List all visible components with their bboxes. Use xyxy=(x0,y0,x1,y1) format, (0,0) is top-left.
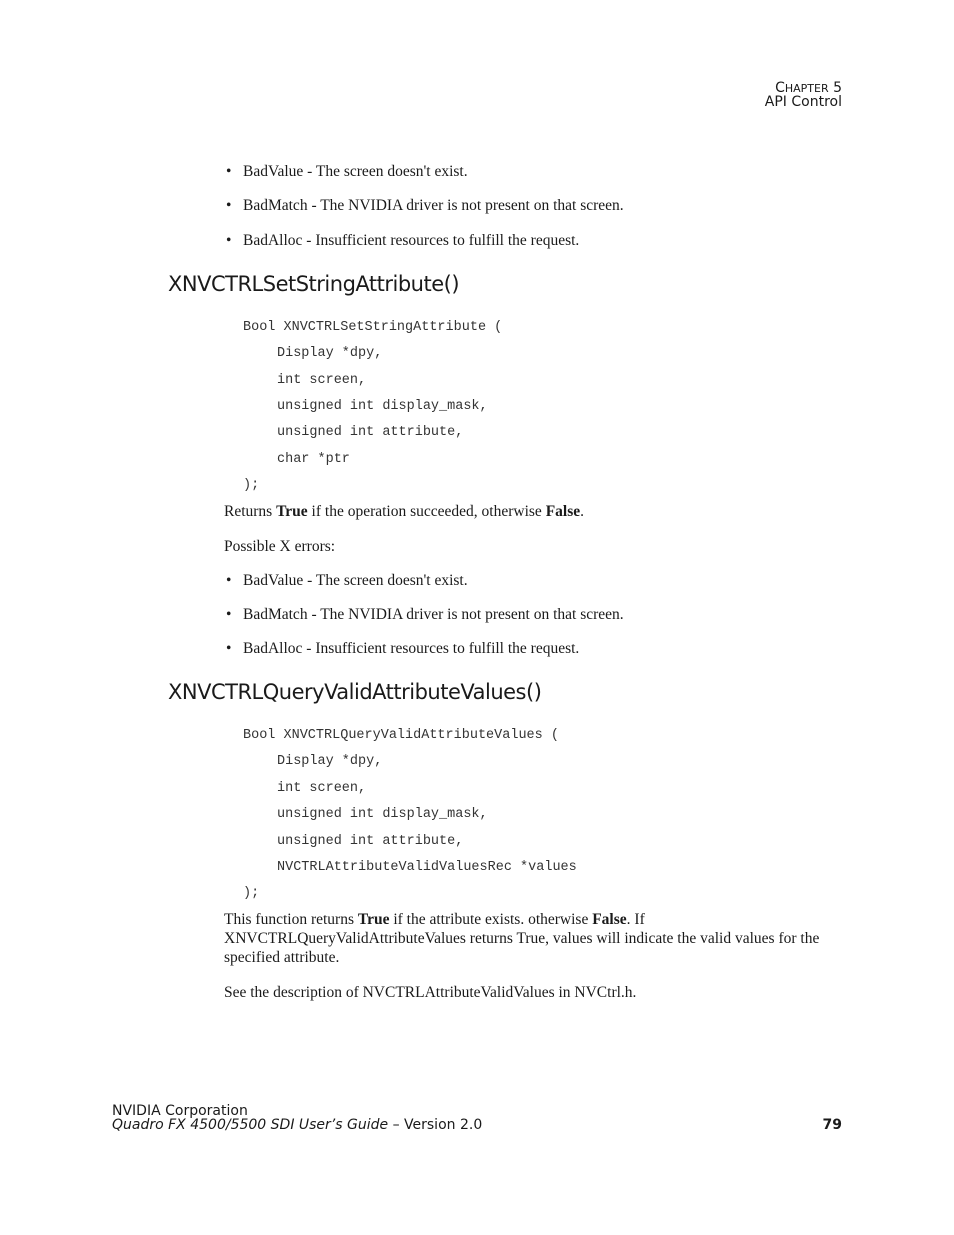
returns-text: Returns True if the operation succeeded, otherwise False. xyxy=(224,503,584,520)
code-line: unsigned int attribute, xyxy=(277,425,464,440)
list-item: • BadValue - The screen doesn't exist. xyxy=(226,572,468,589)
code-line: int screen, xyxy=(277,781,367,796)
function-heading: XNVCTRLQueryValidAttributeValues() xyxy=(168,680,542,704)
code-line: char *ptr xyxy=(277,452,350,467)
footer-guide-title: Quadro FX 4500/5500 SDI User’s Guide – Version 2.0 xyxy=(112,1117,483,1133)
list-item: • BadAlloc - Insufficient resources to fulfill the request. xyxy=(226,640,580,657)
code-line: Bool XNVCTRLQueryValidAttributeValues ( xyxy=(243,728,559,743)
see-also-text: See the description of NVCTRLAttributeValidValues in NVCtrl.h. xyxy=(224,984,637,1001)
list-item: • BadValue - The screen doesn't exist. xyxy=(226,163,468,180)
errors-intro: Possible X errors: xyxy=(224,538,336,555)
list-item: • BadMatch - The NVIDIA driver is not present on that screen. xyxy=(226,197,624,214)
section-label: API Control xyxy=(764,94,842,110)
code-line: unsigned int display_mask, xyxy=(277,399,488,414)
code-line: Display *dpy, xyxy=(277,754,383,769)
code-line: unsigned int display_mask, xyxy=(277,807,488,822)
footer-company: NVIDIA Corporation xyxy=(112,1103,248,1119)
code-line: unsigned int attribute, xyxy=(277,834,464,849)
code-line: NVCTRLAttributeValidValuesRec *values xyxy=(277,860,577,875)
page-number: 79 xyxy=(822,1117,842,1133)
code-line: ); xyxy=(243,886,260,901)
chapter-label: CHAPTER 5 xyxy=(775,80,842,96)
code-line: ); xyxy=(243,478,260,493)
function-heading: XNVCTRLSetStringAttribute() xyxy=(168,272,460,296)
list-item: • BadMatch - The NVIDIA driver is not present on that screen. xyxy=(226,606,624,623)
code-line: Display *dpy, xyxy=(277,346,383,361)
list-item: • BadAlloc - Insufficient resources to fulfill the request. xyxy=(226,232,580,249)
description-text: This function returns True if the attribute exists. otherwise False. If XNVCTRLQueryValidAttributeValues returns True, values will indicate the valid values for the specified attribute. xyxy=(224,911,820,966)
code-line: int screen, xyxy=(277,373,367,388)
code-line: Bool XNVCTRLSetStringAttribute ( xyxy=(243,320,503,335)
